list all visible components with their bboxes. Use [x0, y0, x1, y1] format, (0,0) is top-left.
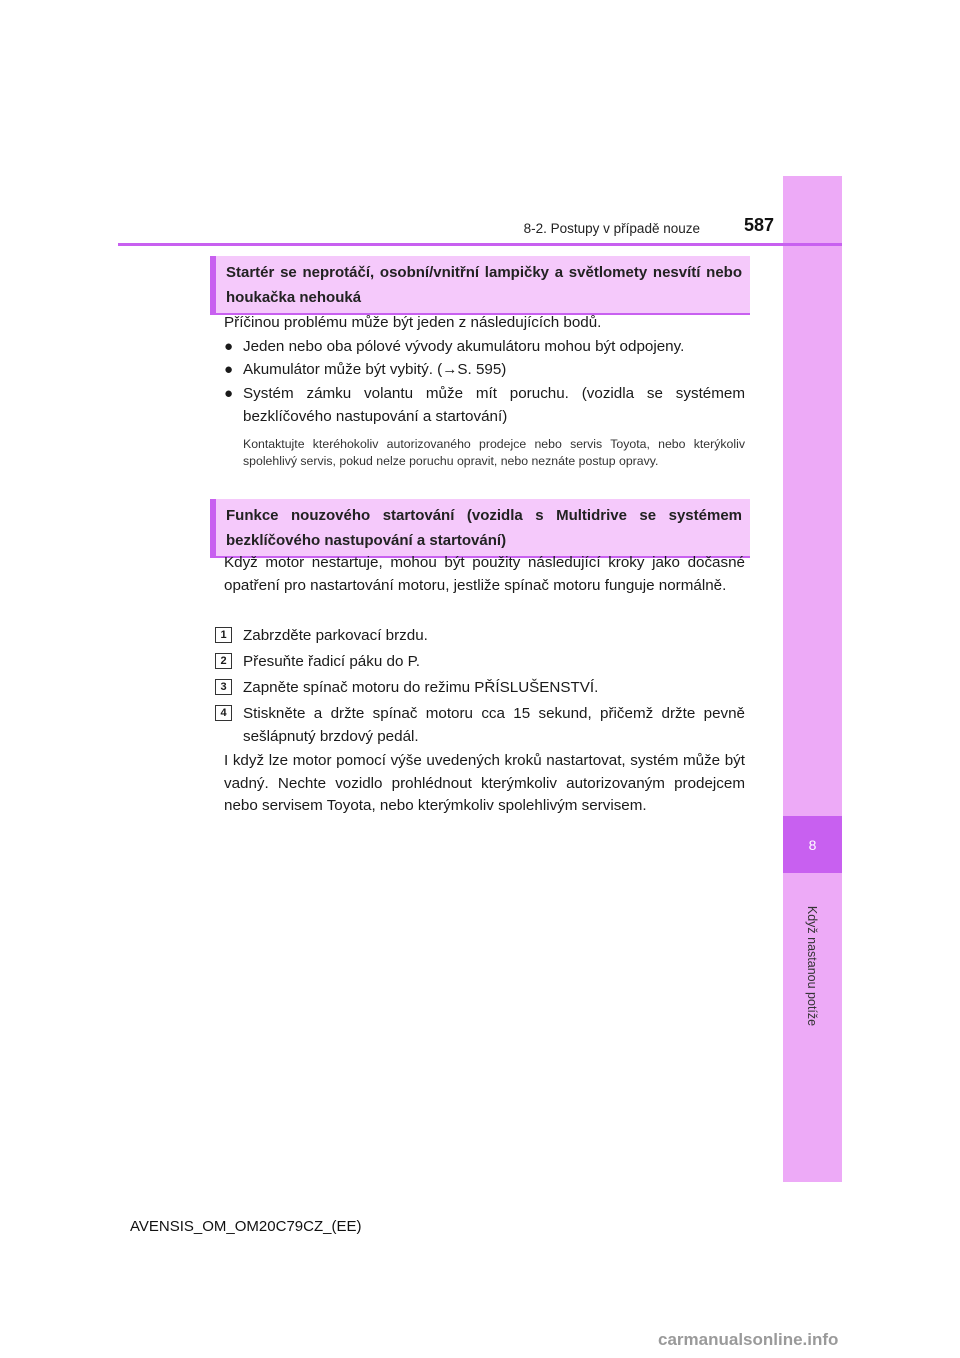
step-number: 1	[215, 627, 232, 643]
bullet-icon: ●	[224, 338, 234, 355]
section2-outro: I když lze motor pomocí výše uvedených kroků nastartovat, systém může být vadný. Nechte vozidlo prohlédnout kterýmkoliv autorizovaným prodejcem nebo servisem Toyota, nebo kterýmkoliv spolehlivým servisem.	[224, 752, 745, 814]
bullet-icon: ●	[224, 385, 234, 402]
chapter-number: 8	[783, 816, 842, 873]
list-item	[224, 382, 745, 428]
step-item	[215, 702, 745, 748]
step-item	[215, 624, 745, 647]
section1-intro: Příčinou problému může být jeden z následujících bodů.	[224, 314, 602, 331]
step-text: Přesuňte řadicí páku do P.	[243, 653, 421, 670]
step-number: 2	[215, 653, 232, 669]
bullet-text: Systém zámku volantu může mít poruchu. (vozidla se systémem bezklíčového nastupování a startování)	[243, 385, 745, 425]
list-item	[224, 335, 745, 358]
section2-intro: Když motor nestartuje, mohou být použity následující kroky jako dočasné opatření pro nastartování motoru, jestliže spínač motoru funguje normálně.	[224, 554, 745, 594]
step-number: 4	[215, 705, 232, 721]
bullet-text: Jeden nebo oba pólové vývody akumulátoru mohou být odpojeny.	[243, 338, 685, 355]
chapter-side-tab	[783, 176, 842, 1182]
header-divider	[118, 243, 842, 246]
section1-note: Kontaktujte kteréhokoliv autorizovaného prodejce nebo servis Toyota, nebo kterýkoliv spolehlivý servis, pokud nelze poruchu opravit, nebo neznáte postup opravy.	[243, 437, 745, 468]
chapter-title	[783, 881, 842, 1051]
step-item	[215, 676, 745, 699]
step-text: Zabrzděte parkovací brzdu.	[243, 627, 428, 644]
section2-heading: Funkce nouzového startování (vozidla s Multidrive se systémem bezklíčového nastupování a startování)	[210, 499, 750, 558]
step-text: Stiskněte a držte spínač motoru cca 15 sekund, přičemž držte pevně sešlápnutý brzdový pedál.	[243, 705, 745, 745]
bullet-icon: ●	[224, 361, 234, 378]
chapter-title-text: Když nastanou potíže	[805, 905, 820, 1027]
list-item	[224, 358, 745, 381]
step-item	[215, 650, 745, 673]
bullet-text: Akumulátor může být vybitý. (→S. 595)	[243, 361, 507, 378]
section1-heading: Startér se neprotáčí, osobní/vnitřní lampičky a světlomety nesvítí nebo houkačka nehouká	[210, 256, 750, 315]
step-text: Zapněte spínač motoru do režimu PŘÍSLUŠENSTVÍ.	[243, 679, 599, 696]
watermark: carmanualsonline.info	[658, 1330, 839, 1349]
page-number: 587	[743, 215, 774, 235]
footer-doc-id: AVENSIS_OM_OM20C79CZ_(EE)	[130, 1218, 362, 1235]
step-number: 3	[215, 679, 232, 695]
header-section-title: 8-2. Postupy v případě nouze	[523, 221, 700, 236]
